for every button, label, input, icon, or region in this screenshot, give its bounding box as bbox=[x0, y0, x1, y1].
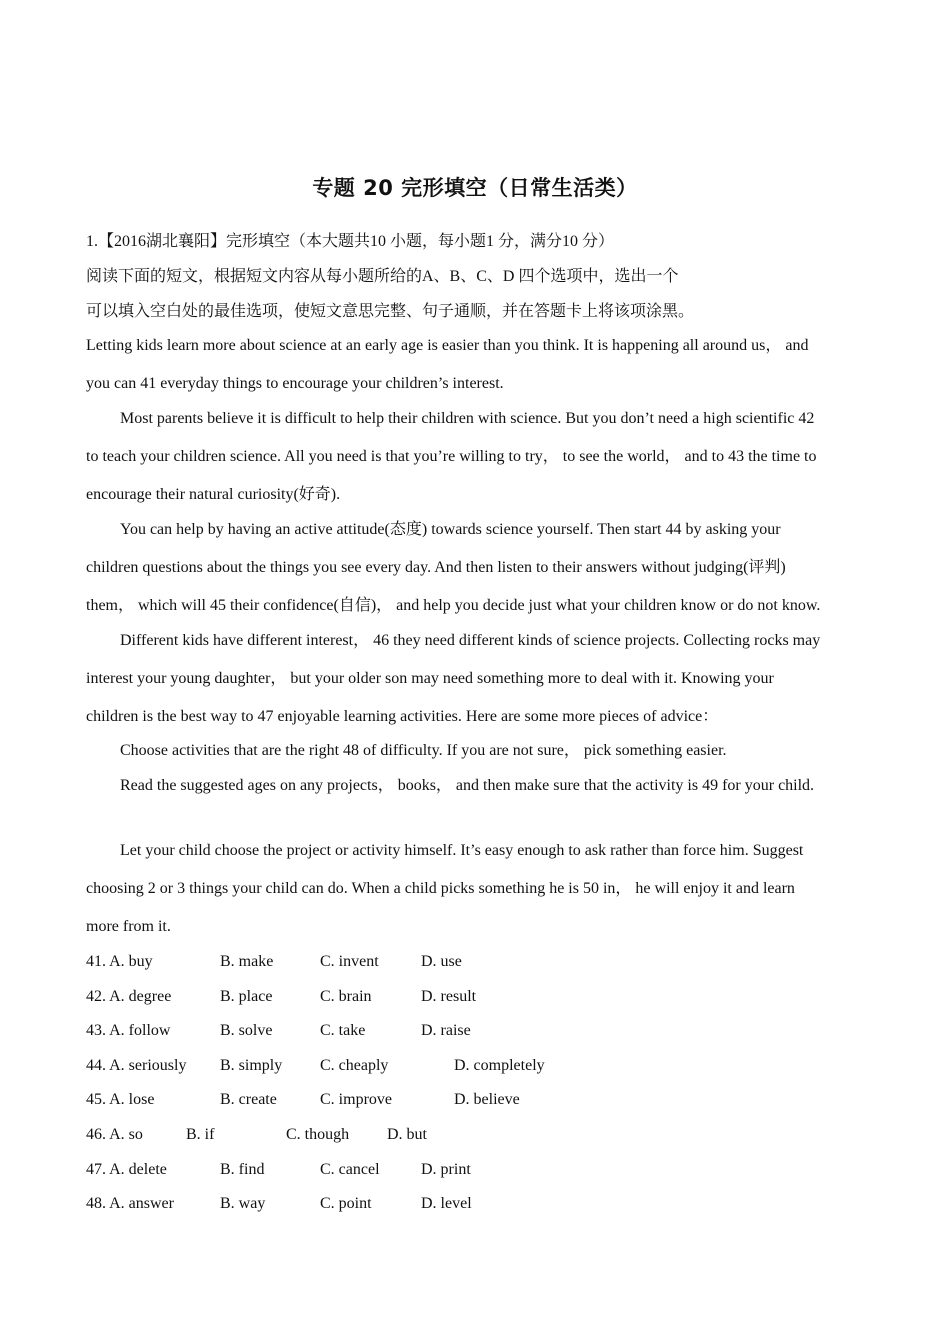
option-a: 42. A. degree bbox=[86, 988, 172, 1005]
option-c: C. though bbox=[286, 1126, 350, 1143]
option-d: D. use bbox=[421, 953, 462, 970]
option-b: B. place bbox=[220, 988, 273, 1005]
option-c: C. cheaply bbox=[320, 1057, 389, 1074]
option-c: C. improve bbox=[320, 1091, 392, 1108]
passage-line: interest your young daughter， but your older son may need something more to deal with it. Knowing your bbox=[86, 670, 774, 687]
passage-line: Letting kids learn more about science at an early age is easier than you think. It is happening all around us， and bbox=[86, 337, 809, 354]
option-c: C. point bbox=[320, 1195, 372, 1212]
option-c: C. invent bbox=[320, 953, 379, 970]
option-b: B. create bbox=[220, 1091, 277, 1108]
passage-line: children is the best way to 47 enjoyable learning activities. Here are some more pieces of advice： bbox=[86, 708, 719, 725]
option-d: D. result bbox=[421, 988, 477, 1005]
option-b: B. if bbox=[186, 1126, 215, 1143]
option-b: B. make bbox=[220, 953, 274, 970]
instruction-line: 可以填入空白处的最佳选项，使短文意思完整、句子通顺，并在答题卡上将该项涂黑。 bbox=[86, 303, 695, 320]
passage-line: encourage their natural curiosity(好奇). bbox=[86, 486, 341, 503]
passage-line: Choose activities that are the right 48 of difficulty. If you are not sure， pick something easier. bbox=[120, 742, 727, 759]
option-b: B. solve bbox=[220, 1022, 273, 1039]
question-header: 1.【2016湖北襄阳】完形填空（本大题共10 小题，每小题1 分，满分10 分） bbox=[86, 233, 615, 250]
option-a: 45. A. lose bbox=[86, 1091, 155, 1108]
option-a: 46. A. so bbox=[86, 1126, 143, 1143]
option-b: B. find bbox=[220, 1161, 265, 1178]
option-d: D. but bbox=[387, 1126, 427, 1143]
passage-line: Different kids have different interest， 46 they need different kinds of science projects. Collecting rocks may bbox=[120, 632, 821, 649]
passage-line: Let your child choose the project or activity himself. It’s easy enough to ask rather than force him. Suggest bbox=[120, 842, 804, 859]
option-c: C. brain bbox=[320, 988, 372, 1005]
passage-line: to teach your children science. All you need is that you’re willing to try， to see the world， and to 43 the time to bbox=[86, 448, 817, 465]
option-d: D. level bbox=[421, 1195, 472, 1212]
option-a: 41. A. buy bbox=[86, 953, 153, 970]
option-c: C. cancel bbox=[320, 1161, 380, 1178]
instruction-line: 阅读下面的短文，根据短文内容从每小题所给的A、B、C、D 四个选项中，选出一个 bbox=[86, 268, 679, 285]
option-d: D. believe bbox=[454, 1091, 520, 1108]
option-a: 47. A. delete bbox=[86, 1161, 167, 1178]
option-b: B. simply bbox=[220, 1057, 283, 1074]
passage-line: them， which will 45 their confidence(自信)， and help you decide just what your children know or do not know. bbox=[86, 597, 821, 614]
option-d: D. raise bbox=[421, 1022, 471, 1039]
passage-line: Most parents believe it is difficult to help their children with science. But you don’t need a high scientific 42 bbox=[120, 410, 815, 427]
passage-line: Read the suggested ages on any projects， books， and then make sure that the activity is 49 for your child. bbox=[120, 777, 815, 794]
passage-line: children questions about the things you see every day. And then listen to their answers without judging(评判) bbox=[86, 559, 786, 576]
passage-line: you can 41 everyday things to encourage your children’s interest. bbox=[86, 375, 504, 392]
option-b: B. way bbox=[220, 1195, 266, 1212]
option-a: 43. A. follow bbox=[86, 1022, 171, 1039]
option-c: C. take bbox=[320, 1022, 366, 1039]
passage-line: more from it. bbox=[86, 918, 171, 935]
option-d: D. print bbox=[421, 1161, 471, 1178]
option-a: 44. A. seriously bbox=[86, 1057, 187, 1074]
passage-line: You can help by having an active attitude(态度) towards science yourself. Then start 44 by asking your bbox=[120, 521, 781, 538]
passage-line: choosing 2 or 3 things your child can do. When a child picks something he is 50 in， he will enjoy it and learn bbox=[86, 880, 795, 897]
option-d: D. completely bbox=[454, 1057, 545, 1074]
page-title: 专题 20 完形填空（日常生活类） bbox=[312, 176, 638, 200]
option-a: 48. A. answer bbox=[86, 1195, 174, 1212]
